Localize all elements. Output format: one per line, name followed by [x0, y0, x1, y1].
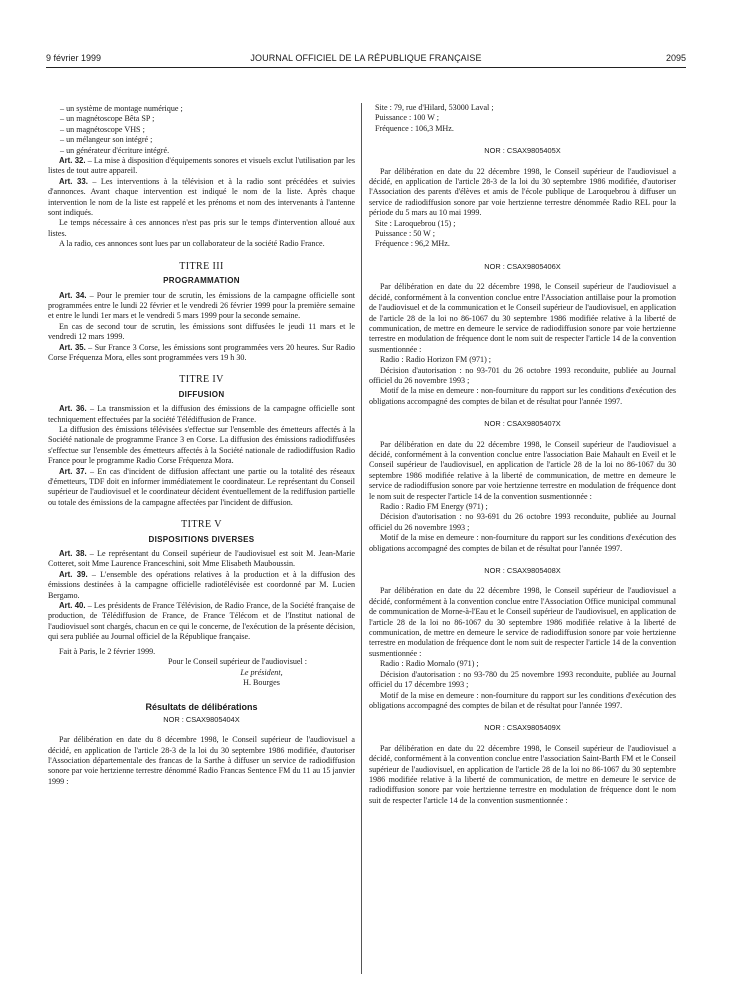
decision-line: Décision d'autorisation : no 93-780 du 25 novembre 1993 reconduite, publiée au Journal officiel du 17 décembre 1993 ; — [369, 669, 676, 690]
paragraph: A la radio, ces annonces sont lues par un collaborateur de la société Radio France. — [59, 239, 325, 249]
motif-line: Motif de la mise en demeure : non-fourniture du rapport sur les conditions d'exécution des obligations accompagné des comptes de bilan et de résultat pour l'année 1997. — [369, 386, 676, 406]
article-37 — [48, 467, 355, 509]
power-line: Puissance : 100 W ; — [375, 113, 439, 123]
article-text: – En cas d'incident de diffusion affectant une partie ou la totalité des réseaux d'émetteurs, TDF doit en informer immédiatement le coordinateur. Le représentant du Conseil supérieur de l'audiovisuel et le coordinateur décident éventuellement de la rediffusion partielle ou totale des émissions de la campagne affectées par l'incident de diffusion. — [48, 466, 355, 507]
column-divider — [361, 103, 362, 974]
signature-block — [48, 657, 355, 688]
motif-line: Motif de la mise en demeure : non-fourniture du rapport sur les conditions d'exécution des obligations accompagné des comptes de bilan et de résultat pour l'année 1997. — [369, 533, 676, 553]
signature-line: Pour le Conseil supérieur de l'audiovisuel : — [168, 657, 308, 667]
header-page-number: 2095 — [665, 53, 686, 63]
article-text: – L'ensemble des opérations relatives à la production et à la diffusion des émissions destinées à la campagne officielle radiotélévisée est coordonné par M. Lucien Bergamo. — [48, 569, 355, 600]
deliberation-text: Par délibération en date du 22 décembre 1998, le Conseil supérieur de l'audiovisuel a décidé, en application de l'article 28-3 de la loi du 30 septembre 1986 modifiée, d'autoriser l'Association des parents d'élèves et amis de l'école publique de Laroquebrou à diffuser un service de radiodiffusion sonore par voie hertzienne terrestre dénommée Radio REL pour la période du 5 mars au 10 mai 1999. — [369, 166, 676, 218]
titre-3-heading: TITRE III — [179, 260, 224, 272]
header-rule — [46, 67, 686, 68]
site-line: Site : Laroquebrou (15) ; — [375, 218, 456, 228]
article-39 — [48, 570, 355, 601]
motif-line: Motif de la mise en demeure : non-fourniture du rapport sur les conditions d'exécution des obligations accompagné des comptes de bilan et de résultat pour l'année 1997. — [369, 690, 676, 710]
article-32 — [48, 156, 355, 177]
equipment-item: – un système de montage numérique ; — [60, 104, 183, 113]
article-number: Art. 33. — [59, 176, 88, 186]
article-text: – Sur France 3 Corse, les émissions sont programmées vers 20 heures. Sur Radio Corse Fréquenza Mora, elles sont programmées vers 19 h 30. — [48, 342, 355, 362]
paragraph: Le temps nécessaire à ces annonces n'est pas pris sur le temps d'intervention alloué aux listes. — [48, 218, 355, 238]
deliberation-text: Par délibération en date du 22 décembre 1998, le Conseil supérieur de l'audiovisuel a décidé, conformément à la convention conclue entre l'association Baie Mahault en Eveil et le Conseil supérieur de l'audiovisuel, en application de l'article 28 de la loi no 86-1067 du 30 septembre 1986 modifiée relative à la liberté de communication, de mettre en demeure le service de radiodiffusion sonore par voie hertzienne terrestre en modulation de fréquence dont le nom suit de respecter l'article 14 de la convention susmentionnée : — [369, 439, 676, 501]
deliberation-text: Par délibération en date du 22 décembre 1998, le Conseil supérieur de l'audiovisuel a décidé, conformément à la convention conclue entre l'Association Office municipal communal de communication de Morne-à-l'Eau et le Conseil supérieur de l'audiovisuel, en application de l'article 28 de la loi no 86-1067 du 30 septembre 1986 modifiée relative à la liberté de communication, de mettre en demeure le service de radiodiffusion sonore par voie hertzienne terrestre en modulation de fréquence dont le nom suit de respecter l'article 14 de la convention susmentionnée : — [369, 586, 676, 658]
article-number: Art. 39. — [59, 569, 88, 579]
dispositions-heading: DISPOSITIONS DIVERSES — [148, 534, 255, 544]
article-33 — [48, 177, 355, 219]
nor-reference: NOR : CSAX9805409X — [484, 723, 561, 733]
radio-line: Radio : Radio FM Energy (971) ; — [380, 502, 488, 511]
deliberation-text: Par délibération en date du 22 décembre 1998, le Conseil supérieur de l'audiovisuel a décidé, conformément à la convention conclue entre l'Association antillaise pour la promotion de l'audiovisuel et de la communication et le Conseil supérieur de l'audiovisuel, en application de l'article 28 de la loi no 86-1067 du 30 septembre 1986 modifiée relative à la liberté de communication, de mettre en demeure le service de radiodiffusion sonore par voie hertzienne terrestre en modulation de fréquence dont le nom suit de respecter l'article 14 de la convention susmentionnée : — [369, 282, 676, 354]
paragraph: En cas de second tour de scrutin, les émissions sont diffusées le jeudi 11 mars et le vendredi 12 mars 1999. — [48, 321, 355, 342]
article-text: – Les présidents de France Télévision, de Radio France, de la Société française de production, de Télédiffusion de France, de France Télécom et de l'Institut national de l'audiovisuel sont chargés, chacun en ce qui le concerne, de l'exécution de la présente décision, qui sera publiée au Journal officiel de la République française. — [48, 601, 355, 642]
header-journal-title: JOURNAL OFFICIEL DE LA RÉPUBLIQUE FRANÇAISE — [250, 53, 482, 63]
radio-line: Radio : Radio Mornalo (971) ; — [380, 659, 479, 669]
nor-reference: NOR : CSAX9805405X — [484, 146, 561, 156]
article-text: – Pour le premier tour de scrutin, les émissions de la campagne officielle sont programmées entre le lundi 22 février et le vendredi 26 février 1999 pour la première semaine et entre le lundi 1er mars et le vendredi 5 mars 1999 pour la seconde semaine. — [48, 290, 355, 321]
equipment-item: – un générateur d'écriture intégré. — [60, 145, 170, 155]
titre-4-heading: TITRE IV — [179, 374, 224, 386]
equipment-item: – un mélangeur son intégré ; — [60, 135, 153, 145]
titre-5-heading: TITRE V — [181, 519, 222, 531]
nor-reference: NOR : CSAX9805404X — [163, 714, 240, 724]
signature-name: H. Bourges — [243, 677, 280, 687]
article-number: Art. 36. — [59, 404, 87, 414]
frequency-line: Fréquence : 96,2 MHz. — [375, 239, 450, 249]
page-header — [46, 53, 686, 65]
article-35 — [48, 343, 355, 364]
article-number: Art. 38. — [59, 549, 87, 559]
article-text: – La transmission et la diffusion des émissions de la campagne officielle sont techniquement effectuées par la société Télédiffusion de France. — [48, 404, 355, 424]
article-number: Art. 35. — [59, 342, 86, 352]
article-40 — [48, 601, 355, 643]
article-text: – Les interventions à la télévision et à la radio sont précédées et suivies d'annonces. Avant chaque intervention est indiqué le nom de la liste. Après chaque intervention le nom de la liste est rappelé et les prénoms et nom des intervenants à l'antenne sont indiqués. — [48, 176, 355, 218]
header-date: 9 février 1999 — [46, 53, 102, 63]
article-number: Art. 34. — [59, 290, 87, 300]
equipment-item: – un magnétoscope VHS ; — [60, 124, 145, 134]
right-column — [369, 103, 676, 806]
diffusion-heading: DIFFUSION — [178, 389, 225, 399]
equipment-item: – un magnétoscope Bêta SP ; — [60, 114, 155, 124]
article-number: Art. 32. — [59, 156, 86, 166]
deliberation-text: Par délibération en date du 8 décembre 1998, le Conseil supérieur de l'audiovisuel a décidé, en application de l'article 28-3 de la loi du 30 septembre 1986 modifiée, d'autoriser l'Association départementale des francas de la Sarthe à diffuser un service de radiodiffusion sonore par voie hertzienne terrestre dénommé Radio Francas Sentence FM du 11 au 15 janvier 1999 : — [48, 735, 355, 786]
deliberation-text: Par délibération en date du 22 décembre 1998, le Conseil supérieur de l'audiovisuel a décidé, conformément à la convention conclue entre l'association Saint-Barth FM et le Conseil supérieur de l'audiovisuel, en application de l'article 28 de la loi no 86-1067 du 30 septembre 1986 modifiée relative à la liberté de communication, de mettre en demeure le service de radiodiffusion sonore par voie hertzienne terrestre en modulation de fréquence dont le nom suit de respecter l'article 14 de la convention susmentionnée : — [369, 743, 676, 805]
article-34 — [48, 291, 355, 322]
radio-line: Radio : Radio Horizon FM (971) ; — [380, 355, 492, 365]
decision-line: Décision d'autorisation : no 93-701 du 26 octobre 1993 reconduite, publiée au Journal officiel du 26 novembre 1993 ; — [369, 365, 676, 385]
article-number: Art. 40. — [59, 601, 86, 611]
article-text: – La mise à disposition d'équipements sonores et visuels exclut l'utilisation par les listes de tout autre appareil. — [48, 156, 356, 176]
resultats-heading: Résultats de délibérations — [145, 702, 258, 713]
article-38 — [48, 549, 355, 570]
nor-reference: NOR : CSAX9805408X — [484, 566, 561, 576]
signature-title: Le président, — [240, 667, 283, 677]
article-number: Art. 37. — [59, 466, 87, 476]
nor-reference: NOR : CSAX9805406X — [484, 261, 561, 271]
power-line: Puissance : 50 W ; — [375, 229, 435, 239]
decision-line: Décision d'autorisation : no 93-691 du 26 octobre 1993 reconduite, publiée au Journal officiel du 26 novembre 1993 ; — [369, 512, 676, 532]
article-text: – Le représentant du Conseil supérieur de l'audiovisuel est soit M. Jean-Marie Cotteret, soit Mme Laurence Franceschini, soit Mme Elisabeth Mauboussin. — [48, 549, 355, 569]
left-column — [48, 104, 355, 787]
programmation-heading: PROGRAMMATION — [163, 276, 240, 286]
paragraph: La diffusion des émissions télévisées s'effectue sur l'ensemble des émetteurs affectés à la Société nationale de programme France 3 en Corse. La diffusion des émissions radiodiffusées s'effectue sur l'ensemble des émetteurs affectés à la Société nationale de radiodiffusion Radio France pour le programme Radio Corse Fréquenza Mora. — [48, 424, 355, 466]
nor-reference: NOR : CSAX9805407X — [484, 419, 561, 429]
site-line: Site : 79, rue d'Hilard, 53000 Laval ; — [375, 103, 494, 112]
frequency-line: Fréquence : 106,3 MHz. — [375, 123, 454, 133]
article-36 — [48, 404, 355, 425]
signature-date: Fait à Paris, le 2 février 1999. — [59, 646, 156, 656]
